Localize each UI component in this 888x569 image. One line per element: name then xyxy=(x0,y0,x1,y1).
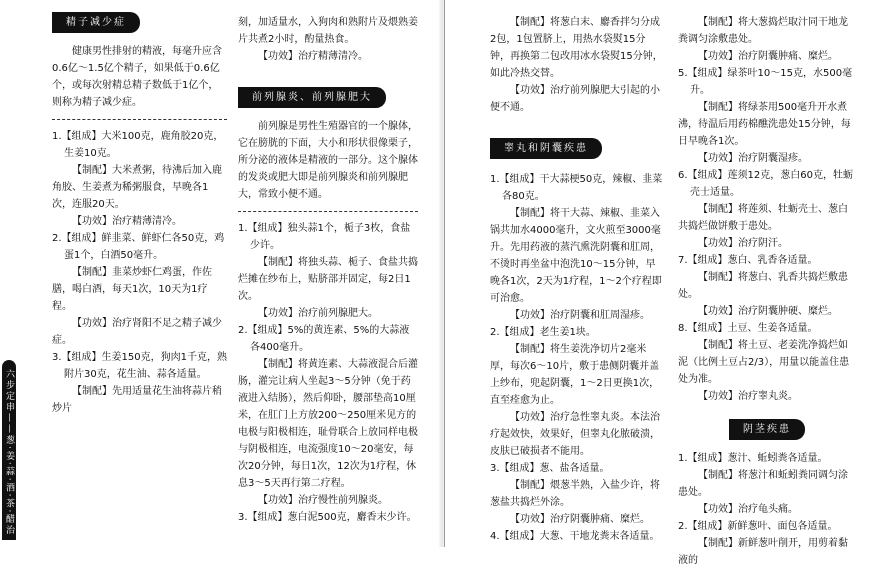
item-eff: 【功效】治疗阴囊和肛周湿疹。 xyxy=(510,310,650,321)
item-prep: 【制配】将莲须、牡蛎壳士、葱白共捣烂做饼敷于患处。 xyxy=(678,204,848,232)
item-eff: 【功效】治疗精薄清冷。 xyxy=(72,216,182,227)
item-comp: 1.【组成】独头蒜1个，栀子3枚，食盐少许。 xyxy=(238,223,411,251)
item-prep: 【制配】将干大蒜、辣椒、韭菜入锅共加水4000毫升，文火煎至3000毫升。先用药液的蒸汽熏洗阴囊和肛周，不烫时再坐盆中泡洗10～15分钟，早晚各1次，2天为1疗程，1～2个疗程即可治愈。 xyxy=(490,208,662,304)
item-eff: 【功效】治疗阴囊湿疹。 xyxy=(698,153,808,164)
divider xyxy=(238,211,418,212)
item-eff: 【功效】治疗阴囊肿痛、糜烂。 xyxy=(698,51,838,62)
item-prep: 【制配】韭菜炒虾仁鸡蛋，作佐膳，喝白酒，每天1次，10天为1疗程。 xyxy=(52,267,212,312)
section-heading-testis: 睾丸和阴囊疾患 xyxy=(490,138,602,159)
item-prep: 【制配】将大葱捣烂取汁同干地龙粪调匀涂敷患处。 xyxy=(678,17,848,45)
item-eff: 【功效】治疗阴囊肿硬、糜烂。 xyxy=(698,306,838,317)
intro-paragraph: 健康男性排射的精液，每毫升应含0.6亿～1.5亿个精子，如果低于0.6亿个，或每次射精总精子数低于1亿个，则称为精子减少症。 xyxy=(52,46,222,108)
item-prep: 【制配】煨葱半熟，入盐少许，将葱盐共捣烂外涂。 xyxy=(490,480,660,508)
intro-paragraph: 前列腺是男性生殖器官的一个腺体，它在膀胱的下面，大小和形状很像栗子，所分泌的液体是精液的一部分。这个腺体的发炎或肥大即是前列腺炎和前列腺肥大，常致小便不通。 xyxy=(238,121,418,200)
item-prep: 【制配】将葱白、乳香共捣烂敷患处。 xyxy=(678,272,848,300)
item-eff: 【功效】治疗睾丸炎。 xyxy=(698,391,798,402)
divider xyxy=(52,119,227,120)
item-comp: 2.【组成】新鲜葱叶、面包各适量。 xyxy=(678,521,838,532)
item-eff: 【功效】治疗精薄清冷。 xyxy=(258,51,368,62)
item-eff: 【功效】治疗前列腺肥大。 xyxy=(258,308,378,319)
section-heading-prostate: 前列腺炎、前列腺肥大 xyxy=(238,87,386,108)
item-prep: 【制配】将土豆、老姜洗净捣烂如泥（比例土豆占2/3），用量以能盖住患处为准。 xyxy=(678,340,850,385)
item-prep: 【制配】先用适量花生油将蒜片稍炒片 xyxy=(52,386,222,414)
section-heading-penis: 阴茎疾患 xyxy=(729,419,805,440)
item-comp: 5.【组成】绿茶叶10～15克，水500毫升。 xyxy=(678,68,853,96)
item-comp: 1.【组成】大米100克，鹿角胶20克，生姜10克。 xyxy=(52,131,224,159)
side-tab: 六步定串——葱·姜·蒜·酒·茶·醋治 xyxy=(2,360,16,540)
item-eff: 【功效】治疗慢性前列腺炎。 xyxy=(258,495,388,506)
item-prep: 【制配】将生姜洗净切片2毫米厚，每次6～10片，敷于患侧阴囊并盖上纱布，兜起阴囊，1～2日更换1次，直至痊愈为止。 xyxy=(490,344,660,406)
item-eff: 【功效】治疗急性睾丸炎。本法治疗起效快，效果好，但睾丸化脓破溃，皮肤已破损者不能用。 xyxy=(490,412,660,457)
left-column-1 xyxy=(52,12,227,417)
item-comp: 3.【组成】生姜150克，狗肉1千克，熟附片30克，花生油、蒜各适量。 xyxy=(52,352,227,380)
item-comp: 3.【组成】葱白泥500克，麝香末少许。 xyxy=(238,512,417,523)
item-prep: 【制配】将葱汁和蚯蚓粪同调匀涂患处。 xyxy=(678,470,848,498)
left-column-2 xyxy=(238,14,418,526)
left-page xyxy=(0,0,444,547)
item-prep: 【制配】大米煮粥，待沸后加入鹿角胶、生姜煮为稀粥服食，早晚各1次，连服20天。 xyxy=(52,165,222,210)
item-eff: 【功效】治疗阴汗。 xyxy=(698,238,788,249)
right-column-1 xyxy=(490,14,665,545)
right-page xyxy=(444,0,888,566)
item-comp: 8.【组成】土豆、生姜各适量。 xyxy=(678,323,818,334)
item-comp: 1.【组成】干大蒜梗50克，辣椒、韭菜各80克。 xyxy=(490,174,663,202)
continued-text: 刻，加适量水，入狗肉和熟附片及煨熟姜片共煮2小时，酌量热食。 xyxy=(238,17,418,45)
item-prep: 【制配】将独头蒜、栀子、食盐共捣烂摊在纱布上，贴脐部并固定，每2日1次。 xyxy=(238,257,418,302)
item-eff: 【功效】治疗肾阳不足之精子减少症。 xyxy=(52,318,222,346)
section-heading-sperm: 精子减少症 xyxy=(52,12,140,33)
item-comp: 1.【组成】葱汁、蚯蚓粪各适量。 xyxy=(678,453,828,464)
item-comp: 2.【组成】老生姜1块。 xyxy=(490,327,596,338)
item-comp: 6.【组成】莲须12克，葱白60克，牡蛎壳士适量。 xyxy=(678,170,853,198)
item-prep: 【制配】新鲜葱叶削开，用剪着黏液的 xyxy=(678,538,848,566)
item-comp: 4.【组成】大葱、干地龙粪末各适量。 xyxy=(490,531,660,542)
item-eff: 【功效】治疗前列腺肥大引起的小便不通。 xyxy=(490,85,660,113)
item-prep: 【制配】将黄连素、大蒜液混合后灌肠，灌完让病人坐起3～5分钟（免于药液进入结肠），然后仰卧，腰部垫高10厘米，在肛门上方放200～250厘米见方的电极与阳极相连，耻骨联合上放同样电极与阴极相连，电流强度10～20毫安，每次20分钟，每日1次，12次为1疗程，休息3～5天再行第二疗程。 xyxy=(238,359,418,489)
right-column-2 xyxy=(678,14,856,569)
item-comp: 2.【组成】鲜韭菜、鲜虾仁各50克，鸡蛋1个，白酒50毫升。 xyxy=(52,233,225,261)
item-comp: 7.【组成】葱白、乳香各适量。 xyxy=(678,255,818,266)
item-prep: 【制配】将绿茶用500毫升开水煮沸，待温后用药棉醮洗患处15分钟，每日早晚各1次。 xyxy=(678,102,851,147)
item-comp: 2.【组成】5%的黄连素、5%的大蒜液各400毫升。 xyxy=(238,325,410,353)
item-prep: 【制配】将葱白末、麝香拌匀分成2包，1包置脐上，用热水袋熨15分钟，再换第二包改用冰水袋熨15分钟，如此冷热交替。 xyxy=(490,17,663,79)
item-eff: 【功效】治疗阴囊肿痛、糜烂。 xyxy=(510,514,650,525)
item-comp: 3.【组成】葱、盐各适量。 xyxy=(490,463,610,474)
item-eff: 【功效】治疗龟头痛。 xyxy=(698,504,798,515)
